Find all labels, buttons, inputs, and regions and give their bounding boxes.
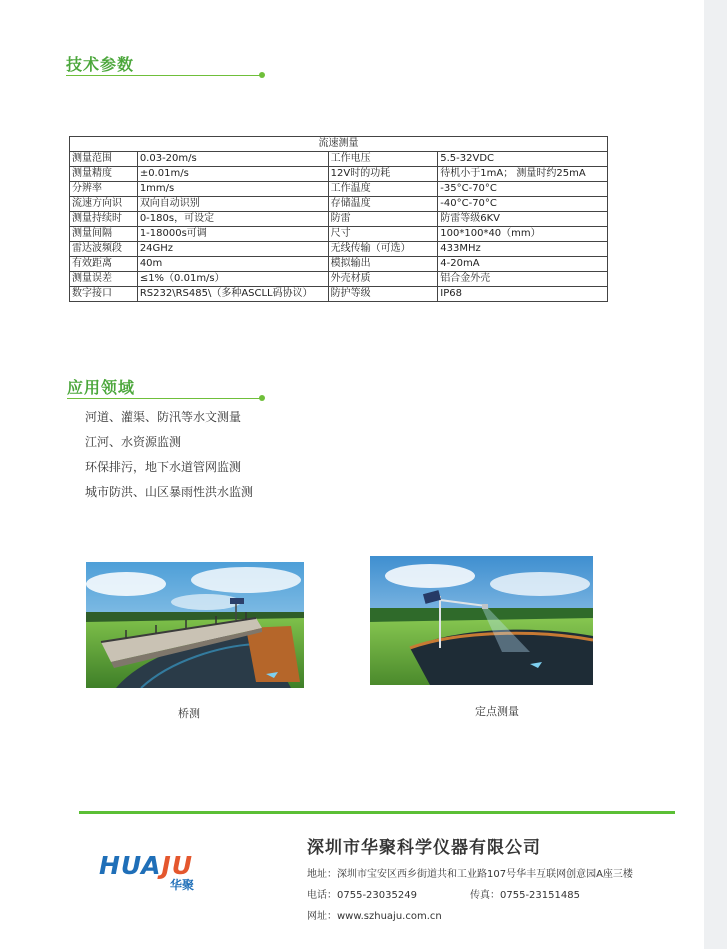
company-name: 深圳市华聚科学仪器有限公司 <box>307 838 541 858</box>
spec-param-value: 4-20mA <box>438 257 608 272</box>
spec-param-label: 数字接口 <box>70 287 138 302</box>
company-phone: 电话：0755-23035249 <box>307 890 417 901</box>
applications-underline <box>67 398 262 399</box>
spec-param-value: IP68 <box>438 287 608 302</box>
spec-param-label: 防护等级 <box>328 287 438 302</box>
spec-table-row <box>70 257 608 272</box>
company-fax: 传真：0755-23151485 <box>470 890 580 901</box>
company-website[interactable]: 网址：www.szhuaju.com.cn <box>307 911 442 922</box>
company-address: 地址：深圳市宝安区西乡街道共和工业路107号华丰互联网创意园A座三楼 <box>307 869 633 880</box>
spec-param-label: 模拟输出 <box>328 257 438 272</box>
spec-param-value: 0.03-20m/s <box>137 152 328 167</box>
spec-table-row <box>70 242 608 257</box>
spec-table-row <box>70 272 608 287</box>
spec-param-label: 有效距离 <box>70 257 138 272</box>
spec-table-row <box>70 167 608 182</box>
spec-param-value: ±0.01m/s <box>137 167 328 182</box>
spec-param-label: 存储温度 <box>328 197 438 212</box>
footer-divider <box>79 811 675 814</box>
spec-table-row <box>70 287 608 302</box>
spec-param-label: 12V时的功耗 <box>328 167 438 182</box>
applications-list <box>85 408 253 508</box>
spec-param-value: 双向自动识别 <box>137 197 328 212</box>
spec-table-header-row <box>70 137 608 152</box>
application-item: 河道、灌渠、防汛等水文测量 <box>85 410 242 424</box>
application-item: 环保排污，地下水道管网监测 <box>85 460 242 474</box>
spec-param-value: ≤1%（0.01m/s） <box>137 272 328 287</box>
spec-param-label: 测量误差 <box>70 272 138 287</box>
spec-param-value: 待机小于1mA； 测量时约25mA <box>438 167 608 182</box>
spec-param-label: 工作温度 <box>328 182 438 197</box>
spec-param-value: -35°C-70°C <box>438 182 608 197</box>
logo-chinese-name: 华聚 <box>170 878 195 892</box>
spec-param-label: 无线传输（可选） <box>328 242 438 257</box>
spec-param-label: 测量范围 <box>70 152 138 167</box>
bridge-measurement-image <box>86 562 304 688</box>
spec-param-value: 24GHz <box>137 242 328 257</box>
spec-param-label: 雷达波频段 <box>70 242 138 257</box>
logo-text-ju: JU <box>161 851 194 880</box>
tech-params-underline <box>66 75 262 76</box>
spec-param-value: 1-18000s可调 <box>137 227 328 242</box>
spec-table-row <box>70 197 608 212</box>
spec-param-label: 测量间隔 <box>70 227 138 242</box>
spec-param-label: 外壳材质 <box>328 272 438 287</box>
application-item: 江河、水资源监测 <box>85 435 182 449</box>
spec-table-row <box>70 212 608 227</box>
spec-param-value: 1mm/s <box>137 182 328 197</box>
spec-table-row <box>70 182 608 197</box>
logo-text-hua: HUA <box>99 851 162 880</box>
spec-param-value: 40m <box>137 257 328 272</box>
fixed-point-measurement-image <box>370 556 593 685</box>
bridge-caption: 桥测 <box>178 707 200 720</box>
applications-title: 应用领域 <box>67 378 136 397</box>
spec-table-row <box>70 152 608 167</box>
spec-table <box>69 136 608 302</box>
spec-table-header: 流速测量 <box>70 137 608 152</box>
spec-param-value: 0-180s，可设定 <box>137 212 328 227</box>
tech-params-underline-dot <box>259 72 265 78</box>
spec-table-row <box>70 227 608 242</box>
applications-underline-dot <box>259 395 265 401</box>
spec-param-label: 工作电压 <box>328 152 438 167</box>
spec-param-value: 5.5-32VDC <box>438 152 608 167</box>
spec-param-label: 测量精度 <box>70 167 138 182</box>
spec-param-label: 防雷 <box>328 212 438 227</box>
spec-param-value: 防雷等级6KV <box>438 212 608 227</box>
spec-param-label: 分辨率 <box>70 182 138 197</box>
spec-param-value: 铝合金外壳 <box>438 272 608 287</box>
spec-param-label: 测量持续时 <box>70 212 138 227</box>
fixed-point-caption: 定点测量 <box>475 705 519 718</box>
spec-param-value: -40°C-70°C <box>438 197 608 212</box>
spec-param-value: 433MHz <box>438 242 608 257</box>
application-item: 城市防洪、山区暴雨性洪水监测 <box>85 485 254 499</box>
spec-param-label: 流速方向识 <box>70 197 138 212</box>
tech-params-title: 技术参数 <box>66 55 135 74</box>
spec-param-value: RS232\RS485\（多种ASCLL码协议） <box>137 287 328 302</box>
spec-param-label: 尺寸 <box>328 227 438 242</box>
spec-param-value: 100*100*40（mm） <box>438 227 608 242</box>
